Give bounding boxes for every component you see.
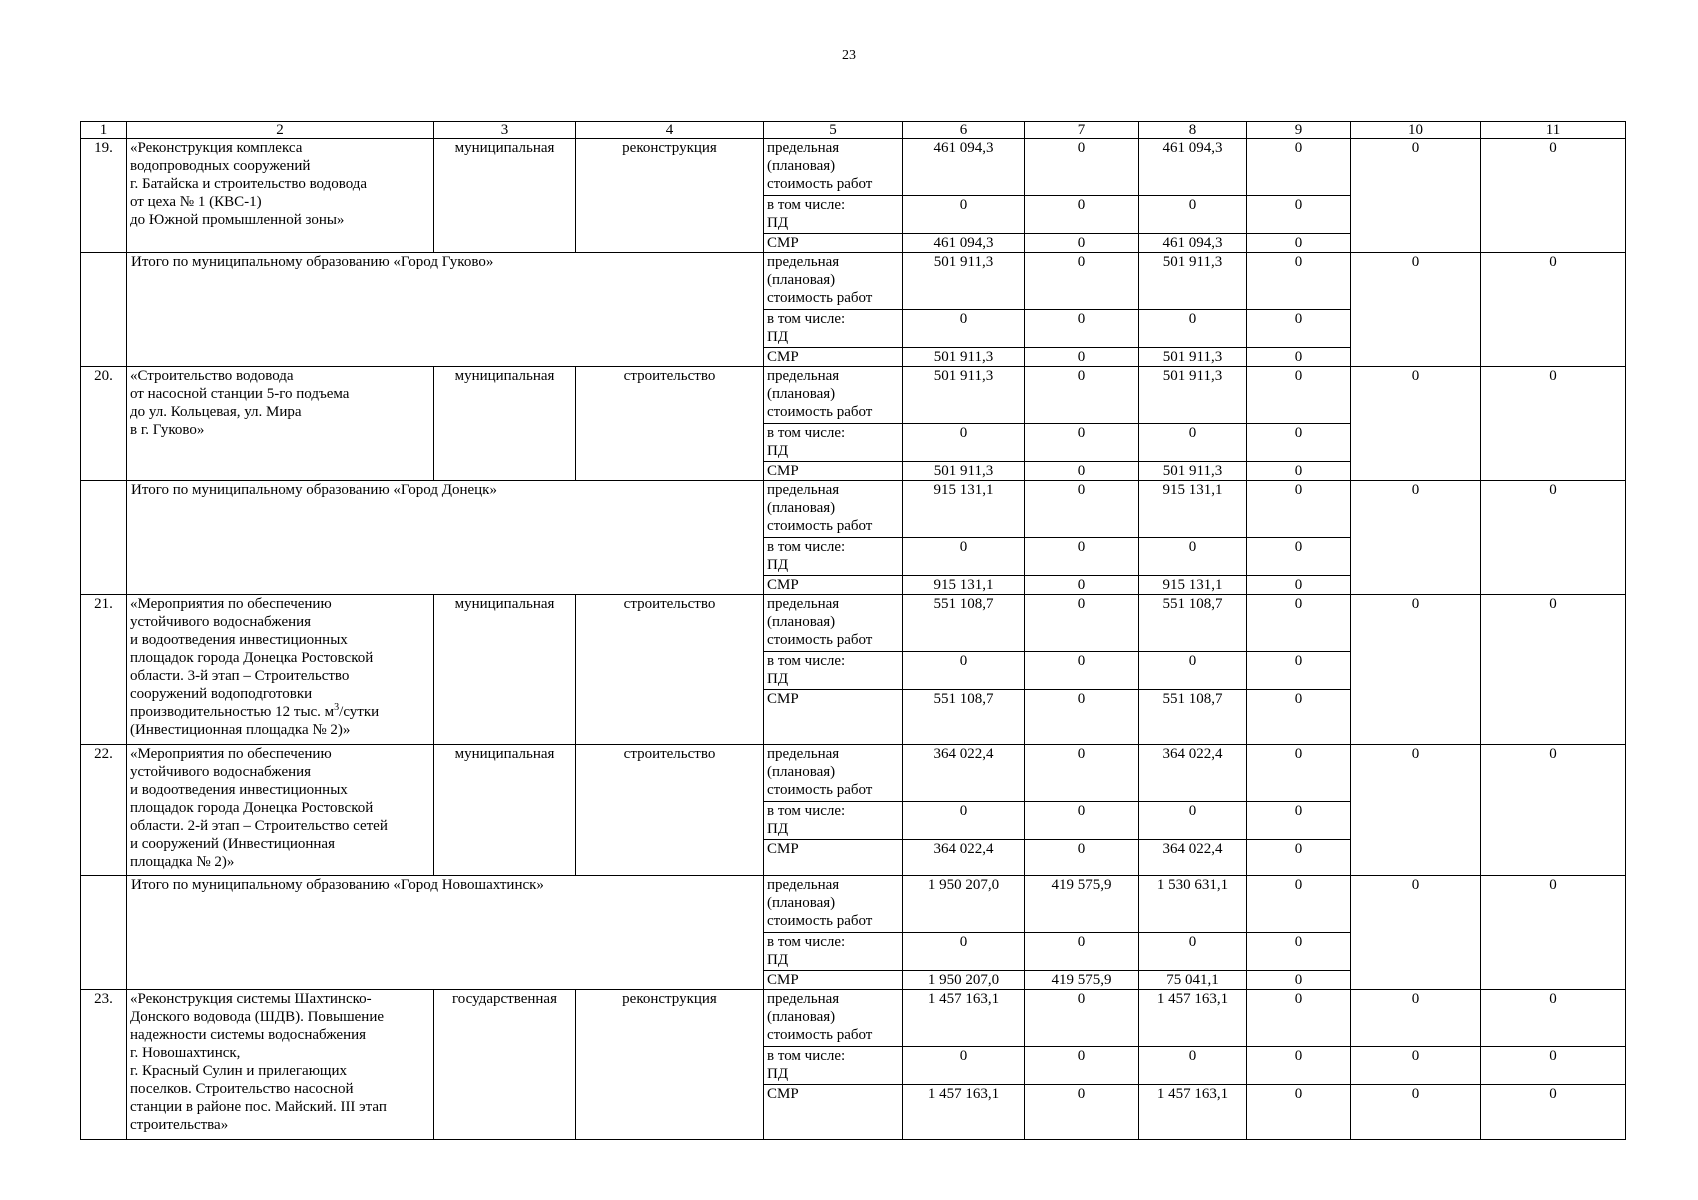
sub-label-incl: в том числе: ПД xyxy=(764,652,903,690)
value-cell: 0 xyxy=(1025,481,1139,538)
value-cell: 915 131,1 xyxy=(1139,576,1247,595)
value-cell: 0 xyxy=(1247,971,1351,990)
value-cell: 0 xyxy=(1025,139,1139,196)
value-cell: 551 108,7 xyxy=(903,595,1025,652)
object-name xyxy=(127,595,434,745)
column-header: 4 xyxy=(576,122,764,139)
value-cell: 0 xyxy=(1247,310,1351,348)
value-cell: 0 xyxy=(1247,745,1351,802)
ownership: муниципальная xyxy=(434,745,576,876)
value-cell: 0 xyxy=(1139,933,1247,971)
sub-label-incl: в том числе: ПД xyxy=(764,802,903,840)
value-cell: 915 131,1 xyxy=(1139,481,1247,538)
value-cell: 0 xyxy=(1247,876,1351,933)
column-header: 10 xyxy=(1351,122,1481,139)
value-cell: 0 xyxy=(1025,367,1139,424)
sub-label-smr: СМР xyxy=(764,971,903,990)
ownership: государственная xyxy=(434,990,576,1140)
value-cell: 0 xyxy=(1351,1085,1481,1140)
column-header: 3 xyxy=(434,122,576,139)
work-type: реконструкция xyxy=(576,139,764,253)
value-cell: 0 xyxy=(1351,745,1481,876)
value-cell: 0 xyxy=(1247,690,1351,745)
work-type: строительство xyxy=(576,595,764,745)
total-label: Итого по муниципальному образованию «Город Новошахтинск» xyxy=(127,876,764,990)
sub-label-incl: в том числе: ПД xyxy=(764,196,903,234)
value-cell: 501 911,3 xyxy=(1139,462,1247,481)
value-cell: 461 094,3 xyxy=(903,234,1025,253)
value-cell: 0 xyxy=(1247,234,1351,253)
value-cell: 0 xyxy=(1351,595,1481,745)
value-cell: 501 911,3 xyxy=(903,348,1025,367)
sub-label-smr: СМР xyxy=(764,576,903,595)
sub-label-limit: предельная (плановая) стоимость работ xyxy=(764,745,903,802)
column-header: 6 xyxy=(903,122,1025,139)
value-cell: 1 457 163,1 xyxy=(903,990,1025,1047)
value-cell: 0 xyxy=(903,310,1025,348)
value-cell: 0 xyxy=(903,933,1025,971)
value-cell: 0 xyxy=(1025,424,1139,462)
value-cell: 0 xyxy=(1139,424,1247,462)
value-cell: 0 xyxy=(1481,1085,1626,1140)
value-cell: 0 xyxy=(1025,595,1139,652)
value-cell: 0 xyxy=(1025,538,1139,576)
value-cell: 75 041,1 xyxy=(1139,971,1247,990)
value-cell: 0 xyxy=(1247,840,1351,876)
value-cell: 0 xyxy=(1351,139,1481,253)
value-cell: 551 108,7 xyxy=(903,690,1025,745)
row-number: 23. xyxy=(81,990,127,1140)
value-cell: 364 022,4 xyxy=(903,840,1025,876)
work-type: строительство xyxy=(576,745,764,876)
value-cell: 0 xyxy=(1139,1047,1247,1085)
row-number: 21. xyxy=(81,595,127,745)
work-type: реконструкция xyxy=(576,990,764,1140)
work-type: строительство xyxy=(576,367,764,481)
value-cell: 1 457 163,1 xyxy=(1139,990,1247,1047)
column-header: 9 xyxy=(1247,122,1351,139)
value-cell: 0 xyxy=(1351,481,1481,595)
value-cell: 0 xyxy=(1351,990,1481,1047)
value-cell: 0 xyxy=(1025,234,1139,253)
value-cell: 0 xyxy=(1351,253,1481,367)
row-number: 20. xyxy=(81,367,127,481)
value-cell: 0 xyxy=(1481,745,1626,876)
value-cell: 0 xyxy=(1139,802,1247,840)
value-cell: 0 xyxy=(1481,595,1626,745)
value-cell: 0 xyxy=(1247,1047,1351,1085)
value-cell: 364 022,4 xyxy=(1139,745,1247,802)
value-cell: 1 530 631,1 xyxy=(1139,876,1247,933)
value-cell: 364 022,4 xyxy=(903,745,1025,802)
value-cell: 0 xyxy=(1025,310,1139,348)
sub-label-limit: предельная (плановая) стоимость работ xyxy=(764,595,903,652)
value-cell: 0 xyxy=(903,652,1025,690)
column-header: 8 xyxy=(1139,122,1247,139)
value-cell: 0 xyxy=(903,802,1025,840)
column-header: 2 xyxy=(127,122,434,139)
object-name: «Строительство водовода от насосной станции 5-го подъема до ул. Кольцевая, ул. Мира в г. Гуково» xyxy=(127,367,434,481)
sub-label-limit: предельная (плановая) стоимость работ xyxy=(764,139,903,196)
value-cell: 0 xyxy=(1247,481,1351,538)
table-row xyxy=(81,876,1626,933)
value-cell: 0 xyxy=(903,424,1025,462)
value-cell: 0 xyxy=(1025,840,1139,876)
object-name: «Мероприятия по обеспечению устойчивого водоснабжения и водоотведения инвестиционных площадок города Донецка Ростовской области. 2-й этап – Строительство сетей и сооружений (Инвестиционная площадка № 2)» xyxy=(127,745,434,876)
value-cell: 0 xyxy=(1025,576,1139,595)
sub-label-smr: СМР xyxy=(764,1085,903,1140)
sub-label-limit: предельная (плановая) стоимость работ xyxy=(764,481,903,538)
sub-label-smr: СМР xyxy=(764,348,903,367)
value-cell: 0 xyxy=(1247,933,1351,971)
value-cell: 501 911,3 xyxy=(903,253,1025,310)
ownership: муниципальная xyxy=(434,139,576,253)
value-cell: 0 xyxy=(1247,576,1351,595)
value-cell: 0 xyxy=(1247,462,1351,481)
value-cell: 1 950 207,0 xyxy=(903,971,1025,990)
value-cell: 0 xyxy=(1247,538,1351,576)
value-cell: 0 xyxy=(1481,481,1626,595)
object-name-part: «Мероприятия по обеспечению устойчивого водоснабжения и водоотведения инвестиционных площадок города Донецка Ростовской области. 3-й этап – Строительство сооружений водоподготовки производительностью 12 тыс. м xyxy=(130,596,374,720)
value-cell: 0 xyxy=(1481,1047,1626,1085)
sub-label-smr: СМР xyxy=(764,462,903,481)
table-row xyxy=(81,595,1626,652)
sub-label-limit: предельная (плановая) стоимость работ xyxy=(764,367,903,424)
value-cell: 0 xyxy=(1025,1085,1139,1140)
value-cell: 419 575,9 xyxy=(1025,876,1139,933)
ownership: муниципальная xyxy=(434,595,576,745)
value-cell: 0 xyxy=(1025,462,1139,481)
sub-label-incl: в том числе: ПД xyxy=(764,424,903,462)
value-cell: 1 457 163,1 xyxy=(903,1085,1025,1140)
value-cell: 0 xyxy=(1247,652,1351,690)
value-cell: 0 xyxy=(1247,802,1351,840)
value-cell: 461 094,3 xyxy=(903,139,1025,196)
value-cell: 501 911,3 xyxy=(903,367,1025,424)
value-cell: 551 108,7 xyxy=(1139,595,1247,652)
value-cell: 1 950 207,0 xyxy=(903,876,1025,933)
value-cell: 0 xyxy=(1025,990,1139,1047)
row-number xyxy=(81,876,127,990)
sub-label-smr: СМР xyxy=(764,690,903,745)
table-row xyxy=(81,481,1626,538)
value-cell: 0 xyxy=(1247,1085,1351,1140)
value-cell: 0 xyxy=(1481,253,1626,367)
row-number xyxy=(81,481,127,595)
value-cell: 461 094,3 xyxy=(1139,139,1247,196)
value-cell: 0 xyxy=(903,196,1025,234)
column-header: 5 xyxy=(764,122,903,139)
column-header: 7 xyxy=(1025,122,1139,139)
sub-label-smr: СМР xyxy=(764,234,903,253)
table-row xyxy=(81,990,1626,1047)
sub-label-limit: предельная (плановая) стоимость работ xyxy=(764,876,903,933)
value-cell: 0 xyxy=(1247,348,1351,367)
row-number: 19. xyxy=(81,139,127,253)
value-cell: 0 xyxy=(1139,310,1247,348)
row-number: 22. xyxy=(81,745,127,876)
value-cell: 0 xyxy=(1025,196,1139,234)
value-cell: 0 xyxy=(1351,876,1481,990)
value-cell: 0 xyxy=(1481,367,1626,481)
value-cell: 0 xyxy=(1247,139,1351,196)
investment-table xyxy=(80,121,1626,1140)
value-cell: 0 xyxy=(1351,1047,1481,1085)
value-cell: 0 xyxy=(1351,367,1481,481)
value-cell: 0 xyxy=(1139,538,1247,576)
value-cell: 501 911,3 xyxy=(1139,348,1247,367)
column-numbers-row xyxy=(81,122,1626,139)
value-cell: 501 911,3 xyxy=(1139,367,1247,424)
table-row xyxy=(81,139,1626,196)
column-header: 11 xyxy=(1481,122,1626,139)
value-cell: 0 xyxy=(1025,253,1139,310)
value-cell: 0 xyxy=(1025,802,1139,840)
value-cell: 364 022,4 xyxy=(1139,840,1247,876)
table-row xyxy=(81,367,1626,424)
sub-label-incl: в том числе: ПД xyxy=(764,538,903,576)
object-name: «Реконструкция комплекса водопроводных сооружений г. Батайска и строительство водовода от цеха № 1 (КВС-1) до Южной промышленной зоны» xyxy=(127,139,434,253)
value-cell: 419 575,9 xyxy=(1025,971,1139,990)
total-label: Итого по муниципальному образованию «Город Донецк» xyxy=(127,481,764,595)
value-cell: 915 131,1 xyxy=(903,481,1025,538)
sub-label-incl: в том числе: ПД xyxy=(764,933,903,971)
value-cell: 0 xyxy=(1139,652,1247,690)
column-header: 1 xyxy=(81,122,127,139)
value-cell: 551 108,7 xyxy=(1139,690,1247,745)
value-cell: 461 094,3 xyxy=(1139,234,1247,253)
value-cell: 0 xyxy=(1025,745,1139,802)
value-cell: 0 xyxy=(1247,253,1351,310)
value-cell: 501 911,3 xyxy=(903,462,1025,481)
value-cell: 0 xyxy=(903,1047,1025,1085)
value-cell: 0 xyxy=(1025,348,1139,367)
value-cell: 0 xyxy=(1247,367,1351,424)
value-cell: 0 xyxy=(1025,690,1139,745)
value-cell: 501 911,3 xyxy=(1139,253,1247,310)
ownership: муниципальная xyxy=(434,367,576,481)
sub-label-incl: в том числе: ПД xyxy=(764,1047,903,1085)
value-cell: 0 xyxy=(1025,652,1139,690)
sub-label-limit: предельная (плановая) стоимость работ xyxy=(764,990,903,1047)
value-cell: 0 xyxy=(1025,1047,1139,1085)
table-row xyxy=(81,253,1626,310)
value-cell: 1 457 163,1 xyxy=(1139,1085,1247,1140)
value-cell: 0 xyxy=(1247,595,1351,652)
value-cell: 0 xyxy=(1481,990,1626,1047)
value-cell: 0 xyxy=(1247,424,1351,462)
sub-label-incl: в том числе: ПД xyxy=(764,310,903,348)
value-cell: 0 xyxy=(1025,933,1139,971)
value-cell: 0 xyxy=(903,538,1025,576)
total-label: Итого по муниципальному образованию «Город Гуково» xyxy=(127,253,764,367)
value-cell: 0 xyxy=(1247,990,1351,1047)
value-cell: 915 131,1 xyxy=(903,576,1025,595)
object-name: «Реконструкция системы Шахтинско- Донского водовода (ШДВ). Повышение надежности системы водоснабжения г. Новошахтинск, г. Красный Сулин и прилегающих поселков. Строительство насосной станции в районе пос. Майский. III этап строительства» xyxy=(127,990,434,1140)
sub-label-limit: предельная (плановая) стоимость работ xyxy=(764,253,903,310)
page-number: 23 xyxy=(842,48,856,63)
sub-label-smr: СМР xyxy=(764,840,903,876)
value-cell: 0 xyxy=(1481,139,1626,253)
value-cell: 0 xyxy=(1247,196,1351,234)
object-name-part: /сутки (Инвестиционная площадка № 2)» xyxy=(130,704,380,738)
table-row xyxy=(81,745,1626,802)
superscript: 3 xyxy=(334,702,340,713)
value-cell: 0 xyxy=(1139,196,1247,234)
value-cell: 0 xyxy=(1481,876,1626,990)
row-number xyxy=(81,253,127,367)
